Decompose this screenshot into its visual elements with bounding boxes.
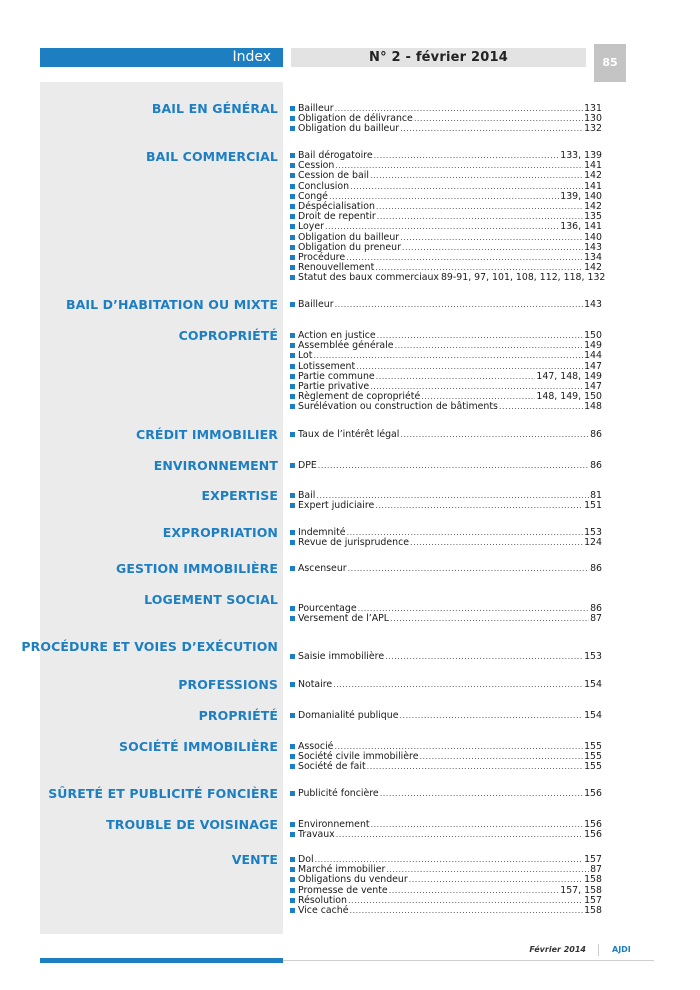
footer-accent-bar <box>40 958 283 963</box>
entry-pages: 87 <box>590 613 602 625</box>
entry-pages: 142 <box>584 170 602 182</box>
entry-pages: 156 <box>584 829 602 841</box>
index-entry-list <box>290 711 602 721</box>
entry-term: Action en justice <box>298 330 376 341</box>
index-category: PROFESSIONS <box>178 677 278 692</box>
index-entry-list <box>290 491 602 511</box>
dot-leader <box>389 886 560 896</box>
square-bullet-icon <box>290 566 295 571</box>
index-category: SOCIÉTÉ IMMOBILIÈRE <box>119 739 278 754</box>
square-bullet-icon <box>290 245 295 250</box>
index-entry <box>290 222 602 232</box>
index-entry <box>290 461 602 471</box>
entry-pages: 134 <box>584 251 602 263</box>
entry-term: Bail <box>298 490 316 501</box>
entry-term: Travaux <box>298 829 335 841</box>
index-entry <box>290 341 602 351</box>
index-entry <box>290 402 602 412</box>
entry-pages: 140 <box>584 231 602 243</box>
dot-leader <box>350 182 583 192</box>
entry-term: Obligation du bailleur <box>298 123 400 135</box>
index-category: LOGEMENT SOCIAL <box>144 592 278 607</box>
square-bullet-icon <box>290 791 295 796</box>
index-category: PROCÉDURE ET VOIES D’EXÉCUTION <box>21 639 278 654</box>
dot-leader <box>400 124 583 134</box>
entry-pages: 153 <box>584 651 602 662</box>
entry-term: Lotissement <box>298 360 356 372</box>
entry-pages: 154 <box>584 679 602 690</box>
entry-term: Conclusion <box>298 180 350 192</box>
footer-date: Février 2014 <box>529 945 586 954</box>
square-bullet-icon <box>290 764 295 769</box>
square-bullet-icon <box>290 343 295 348</box>
dot-leader <box>385 652 583 662</box>
entry-pages: 158 <box>584 904 602 916</box>
index-entry <box>290 906 602 916</box>
square-bullet-icon <box>290 493 295 498</box>
square-bullet-icon <box>290 888 295 893</box>
entry-pages: 86 <box>590 460 602 471</box>
footer-journal: AJDI <box>612 945 631 954</box>
entry-term: Procédure <box>298 251 346 263</box>
dot-leader <box>419 752 583 762</box>
square-bullet-icon <box>290 126 295 131</box>
square-bullet-icon <box>290 302 295 307</box>
dot-leader <box>333 680 583 690</box>
entry-pages: 130 <box>584 113 602 125</box>
dot-leader <box>386 865 589 875</box>
square-bullet-icon <box>290 235 295 240</box>
dot-leader <box>371 820 584 830</box>
entry-term: Partie privative <box>298 380 370 392</box>
entry-term: Résolution <box>298 894 347 906</box>
square-bullet-icon <box>290 184 295 189</box>
entry-term: Saisie immobilière <box>298 651 385 662</box>
dot-leader <box>348 896 583 906</box>
index-category: GESTION IMMOBILIÈRE <box>116 561 278 576</box>
entry-term: Pourcentage <box>298 603 357 614</box>
entry-term: DPE <box>298 460 317 471</box>
entry-term: Obligation de délivrance <box>298 113 413 125</box>
entry-pages: 142 <box>584 200 602 212</box>
square-bullet-icon <box>290 194 295 199</box>
square-bullet-icon <box>290 744 295 749</box>
dot-leader <box>367 762 583 772</box>
dot-leader <box>390 614 589 624</box>
index-entry-list <box>290 652 602 662</box>
index-entry <box>290 212 602 222</box>
square-bullet-icon <box>290 353 295 358</box>
dot-leader <box>376 202 583 212</box>
index-entry-list <box>290 564 602 574</box>
square-bullet-icon <box>290 857 295 862</box>
entry-term: Cession de bail <box>298 170 369 182</box>
entry-term: Déspécialisation <box>298 200 375 212</box>
entry-pages: 142 <box>584 262 602 274</box>
category-column <box>40 82 283 934</box>
square-bullet-icon <box>290 463 295 468</box>
index-entry <box>290 272 606 284</box>
index-entry-list <box>290 461 602 471</box>
index-entry <box>290 430 602 440</box>
square-bullet-icon <box>290 384 295 389</box>
entry-term: Taux de l’intérêt légal <box>298 429 400 440</box>
entry-pages: 157 <box>584 854 602 865</box>
index-entry <box>290 789 602 799</box>
index-category: ENVIRONNEMENT <box>153 458 278 473</box>
entry-term: Surélévation ou construction de bâtiments <box>298 401 498 413</box>
index-entry <box>290 564 602 574</box>
entry-pages: 131 <box>584 103 602 114</box>
entry-term: Promesse de vente <box>298 884 388 896</box>
dot-leader <box>336 830 583 840</box>
entry-term: Assemblée générale <box>298 340 394 352</box>
dot-leader <box>402 243 583 253</box>
entry-pages: 155 <box>584 741 602 752</box>
entry-pages: 158 <box>584 874 602 886</box>
dot-leader <box>374 151 560 161</box>
index-entry-list <box>290 680 602 690</box>
dot-leader <box>349 906 583 916</box>
entry-term: Partie commune <box>298 370 375 382</box>
entry-term: Bail dérogatoire <box>298 150 373 161</box>
index-entry <box>290 182 602 192</box>
entry-term: Obligation du preneur <box>298 241 401 253</box>
index-entry <box>290 652 602 662</box>
entry-pages: 157, 158 <box>560 884 602 896</box>
dot-leader <box>400 233 583 243</box>
square-bullet-icon <box>290 654 295 659</box>
square-bullet-icon <box>290 204 295 209</box>
index-entry <box>290 614 602 624</box>
index-entry-list <box>290 331 602 413</box>
index-category: BAIL D’HABITATION OU MIXTE <box>65 297 278 312</box>
entry-pages: 157 <box>584 894 602 906</box>
dot-leader <box>414 114 583 124</box>
dot-leader <box>499 402 583 412</box>
index-category: BAIL EN GÉNÉRAL <box>151 101 278 116</box>
square-bullet-icon <box>290 832 295 837</box>
index-entry <box>290 711 602 721</box>
dot-leader <box>358 604 589 614</box>
index-category: PROPRIÉTÉ <box>198 708 278 723</box>
entry-term: Bailleur <box>298 299 334 310</box>
entry-pages: 143 <box>584 299 602 310</box>
index-category: VENTE <box>231 852 278 867</box>
entry-pages: 150 <box>584 330 602 341</box>
index-entry <box>290 124 602 134</box>
square-bullet-icon <box>290 822 295 827</box>
index-entry-list <box>290 528 602 548</box>
square-bullet-icon <box>290 877 295 882</box>
square-bullet-icon <box>290 530 295 535</box>
entry-pages: 141 <box>584 180 602 192</box>
entry-pages: 139, 140 <box>560 190 602 202</box>
index-category: COPROPRIÉTÉ <box>178 328 278 343</box>
entry-term: Indemnité <box>298 527 346 538</box>
index-category: BAIL COMMERCIAL <box>146 149 278 164</box>
index-entry-list <box>290 604 602 624</box>
entry-pages: 132 <box>584 123 602 135</box>
square-bullet-icon <box>290 214 295 219</box>
dot-leader <box>395 341 584 351</box>
square-bullet-icon <box>290 255 295 260</box>
entry-pages: 124 <box>584 537 602 549</box>
entry-term: Congé <box>298 190 328 202</box>
entry-term: Règlement de copropriété <box>298 391 421 403</box>
entry-pages: 147 <box>584 380 602 392</box>
entry-pages: 136, 141 <box>560 221 602 233</box>
entry-term: Notaire <box>298 679 333 690</box>
entry-term: Publicité foncière <box>298 788 379 799</box>
square-bullet-icon <box>290 116 295 121</box>
index-entry <box>290 830 602 840</box>
entry-pages: 133, 139 <box>560 150 602 161</box>
dot-leader <box>380 789 583 799</box>
square-bullet-icon <box>290 898 295 903</box>
entry-term: Statut des baux commerciaux <box>298 272 439 284</box>
square-bullet-icon <box>290 867 295 872</box>
entry-pages: 155 <box>584 751 602 763</box>
entry-pages: 156 <box>584 819 602 830</box>
dot-leader <box>377 331 583 341</box>
square-bullet-icon <box>290 404 295 409</box>
square-bullet-icon <box>290 163 295 168</box>
entry-term: Société de fait <box>298 761 366 773</box>
square-bullet-icon <box>290 224 295 229</box>
section-header: Index <box>40 48 283 67</box>
index-entry-list <box>290 104 602 135</box>
dot-leader <box>375 501 583 511</box>
index-category: SÛRETÉ ET PUBLICITÉ FONCIÈRE <box>48 786 278 801</box>
entry-pages: 89-91, 97, 101, 108, 112, 118, 132 <box>440 272 606 284</box>
square-bullet-icon <box>290 106 295 111</box>
entry-pages: 86 <box>590 563 602 574</box>
square-bullet-icon <box>290 606 295 611</box>
square-bullet-icon <box>290 754 295 759</box>
dot-leader <box>348 564 589 574</box>
entry-term: Obligations du vendeur <box>298 874 408 886</box>
dot-leader <box>410 538 583 548</box>
square-bullet-icon <box>290 364 295 369</box>
square-bullet-icon <box>290 616 295 621</box>
entry-pages: 86 <box>590 603 602 614</box>
index-entry-list <box>290 300 602 310</box>
index-entry-list <box>290 789 602 799</box>
entry-term: Loyer <box>298 221 324 233</box>
entry-term: Cession <box>298 160 335 172</box>
dot-leader <box>335 161 583 171</box>
index-entry-list <box>290 430 602 440</box>
index-entry-list <box>290 742 602 773</box>
entry-pages: 149 <box>584 340 602 352</box>
entry-pages: 143 <box>584 241 602 253</box>
index-entry <box>290 762 602 772</box>
entry-pages: 148 <box>584 401 602 413</box>
entry-term: Bailleur <box>298 103 334 114</box>
entry-term: Lot <box>298 350 313 362</box>
square-bullet-icon <box>290 153 295 158</box>
entry-pages: 154 <box>584 710 602 721</box>
index-entry <box>290 501 602 511</box>
footer-rule <box>283 960 654 961</box>
square-bullet-icon <box>290 713 295 718</box>
index-category: TROUBLE DE VOISINAGE <box>106 817 278 832</box>
entry-pages: 147, 148, 149 <box>536 370 602 382</box>
index-entry <box>290 151 602 161</box>
entry-term: Obligation du bailleur <box>298 231 400 243</box>
entry-pages: 87 <box>590 864 602 876</box>
square-bullet-icon <box>290 333 295 338</box>
index-entry <box>290 300 602 310</box>
footer-separator <box>598 944 599 956</box>
entry-pages: 135 <box>584 211 602 223</box>
dot-leader <box>399 711 583 721</box>
entry-pages: 156 <box>584 788 602 799</box>
dot-leader <box>409 875 583 885</box>
dot-leader <box>400 430 589 440</box>
entry-pages: 155 <box>584 761 602 773</box>
entry-pages: 147 <box>584 360 602 372</box>
square-bullet-icon <box>290 432 295 437</box>
issue-label: N° 2 - février 2014 <box>291 48 586 67</box>
dot-leader <box>335 300 584 310</box>
entry-pages: 148, 149, 150 <box>536 391 602 403</box>
dot-leader <box>370 171 583 181</box>
index-entry <box>290 820 602 830</box>
entry-term: Expert judiciaire <box>298 500 375 512</box>
entry-term: Renouvellement <box>298 262 375 274</box>
square-bullet-icon <box>290 503 295 508</box>
entry-pages: 151 <box>584 500 602 512</box>
entry-term: Dol <box>298 854 314 865</box>
entry-term: Société civile immobilière <box>298 751 419 763</box>
entry-term: Versement de l’APL <box>298 613 390 625</box>
entry-pages: 144 <box>584 350 602 362</box>
dot-leader <box>377 212 583 222</box>
entry-term: Marché immobilier <box>298 864 386 876</box>
index-entry <box>290 680 602 690</box>
index-entry <box>290 538 602 548</box>
entry-pages: 81 <box>590 490 602 501</box>
entry-pages: 141 <box>584 160 602 172</box>
dot-leader <box>376 372 536 382</box>
entry-term: Vice caché <box>298 904 349 916</box>
dot-leader <box>318 461 589 471</box>
dot-leader <box>325 222 559 232</box>
entry-term: Domanialité publique <box>298 710 399 721</box>
entry-term: Environnement <box>298 819 370 830</box>
entry-term: Associé <box>298 741 334 752</box>
square-bullet-icon <box>290 908 295 913</box>
index-entry-list <box>290 820 602 840</box>
square-bullet-icon <box>290 265 295 270</box>
square-bullet-icon <box>290 394 295 399</box>
entry-pages: 86 <box>590 429 602 440</box>
entry-term: Revue de jurisprudence <box>298 537 410 549</box>
index-category: CRÉDIT IMMOBILIER <box>135 427 278 442</box>
index-category: EXPERTISE <box>201 488 278 503</box>
entry-pages: 153 <box>584 527 602 538</box>
square-bullet-icon <box>290 540 295 545</box>
dot-leader <box>346 253 583 263</box>
page-number: 85 <box>594 44 626 82</box>
index-category: EXPROPRIATION <box>162 525 278 540</box>
index-entry-list <box>290 150 606 284</box>
square-bullet-icon <box>290 173 295 178</box>
entry-term: Ascenseur <box>298 563 347 574</box>
index-entry-list <box>290 855 602 916</box>
square-bullet-icon <box>290 374 295 379</box>
square-bullet-icon <box>290 682 295 687</box>
entry-term: Droit de repentir <box>298 211 376 223</box>
square-bullet-icon <box>290 275 295 280</box>
